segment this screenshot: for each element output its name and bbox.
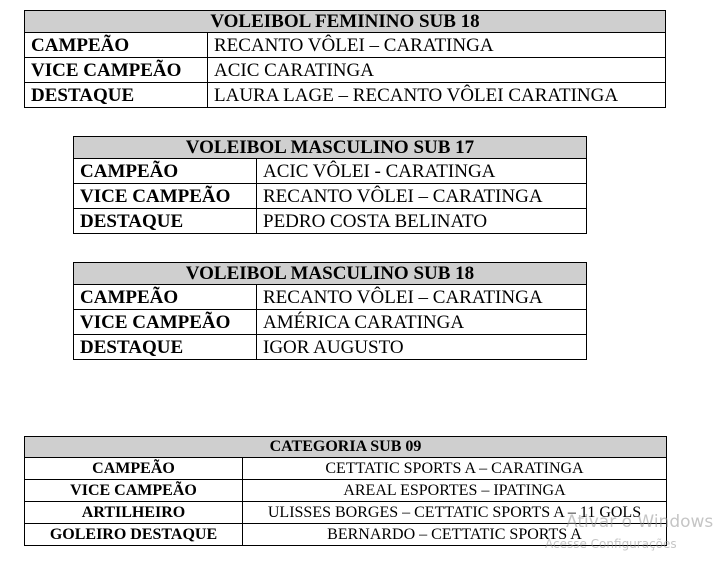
- row-label: DESTAQUE: [74, 335, 257, 360]
- activation-watermark-title: Ativar o Windows: [566, 512, 713, 532]
- row-value: ACIC CARATINGA: [208, 58, 666, 83]
- table-title: VOLEIBOL MASCULINO SUB 18: [74, 263, 587, 285]
- row-label: ARTILHEIRO: [25, 502, 243, 524]
- table-masculino-sub18: [73, 262, 587, 360]
- row-label: VICE CAMPEÃO: [74, 184, 257, 209]
- row-value: ACIC VÔLEI - CARATINGA: [257, 159, 587, 184]
- row-value: AMÉRICA CARATINGA: [257, 310, 587, 335]
- row-label: CAMPEÃO: [25, 458, 243, 480]
- table-row: [25, 458, 667, 480]
- row-label: VICE CAMPEÃO: [25, 58, 208, 83]
- row-label: DESTAQUE: [25, 83, 208, 108]
- row-value: RECANTO VÔLEI – CARATINGA: [257, 285, 587, 310]
- activation-watermark-subtitle: Acesse Configurações: [545, 537, 677, 551]
- table-title: VOLEIBOL FEMININO SUB 18: [25, 11, 666, 33]
- row-label: DESTAQUE: [74, 209, 257, 234]
- table-row: [25, 480, 667, 502]
- table-row: [74, 285, 587, 310]
- row-value: PEDRO COSTA BELINATO: [257, 209, 587, 234]
- row-value: AREAL ESPORTES – IPATINGA: [243, 480, 667, 502]
- table-row: [25, 83, 666, 108]
- row-label: GOLEIRO DESTAQUE: [25, 524, 243, 546]
- row-value: ULISSES BORGES – CETTATIC SPORTS A – 11 GOLS: [243, 502, 667, 524]
- row-value: RECANTO VÔLEI – CARATINGA: [208, 33, 666, 58]
- table-feminino-sub18: [24, 10, 666, 108]
- table-row: [25, 33, 666, 58]
- row-label: CAMPEÃO: [74, 285, 257, 310]
- row-value: RECANTO VÔLEI – CARATINGA: [257, 184, 587, 209]
- table-title: CATEGORIA SUB 09: [25, 437, 667, 458]
- row-value: BERNARDO – CETTATIC SPORTS A: [243, 524, 667, 546]
- row-label: CAMPEÃO: [25, 33, 208, 58]
- row-label: CAMPEÃO: [74, 159, 257, 184]
- table-row: [74, 209, 587, 234]
- row-label: VICE CAMPEÃO: [74, 310, 257, 335]
- row-value: IGOR AUGUSTO: [257, 335, 587, 360]
- table-masculino-sub17: [73, 136, 587, 234]
- row-value: LAURA LAGE – RECANTO VÔLEI CARATINGA: [208, 83, 666, 108]
- row-label: VICE CAMPEÃO: [25, 480, 243, 502]
- table-row: [25, 58, 666, 83]
- table-row: [74, 184, 587, 209]
- table-row: [74, 159, 587, 184]
- table-row: [74, 310, 587, 335]
- table-row: [74, 335, 587, 360]
- table-title: VOLEIBOL MASCULINO SUB 17: [74, 137, 587, 159]
- row-value: CETTATIC SPORTS A – CARATINGA: [243, 458, 667, 480]
